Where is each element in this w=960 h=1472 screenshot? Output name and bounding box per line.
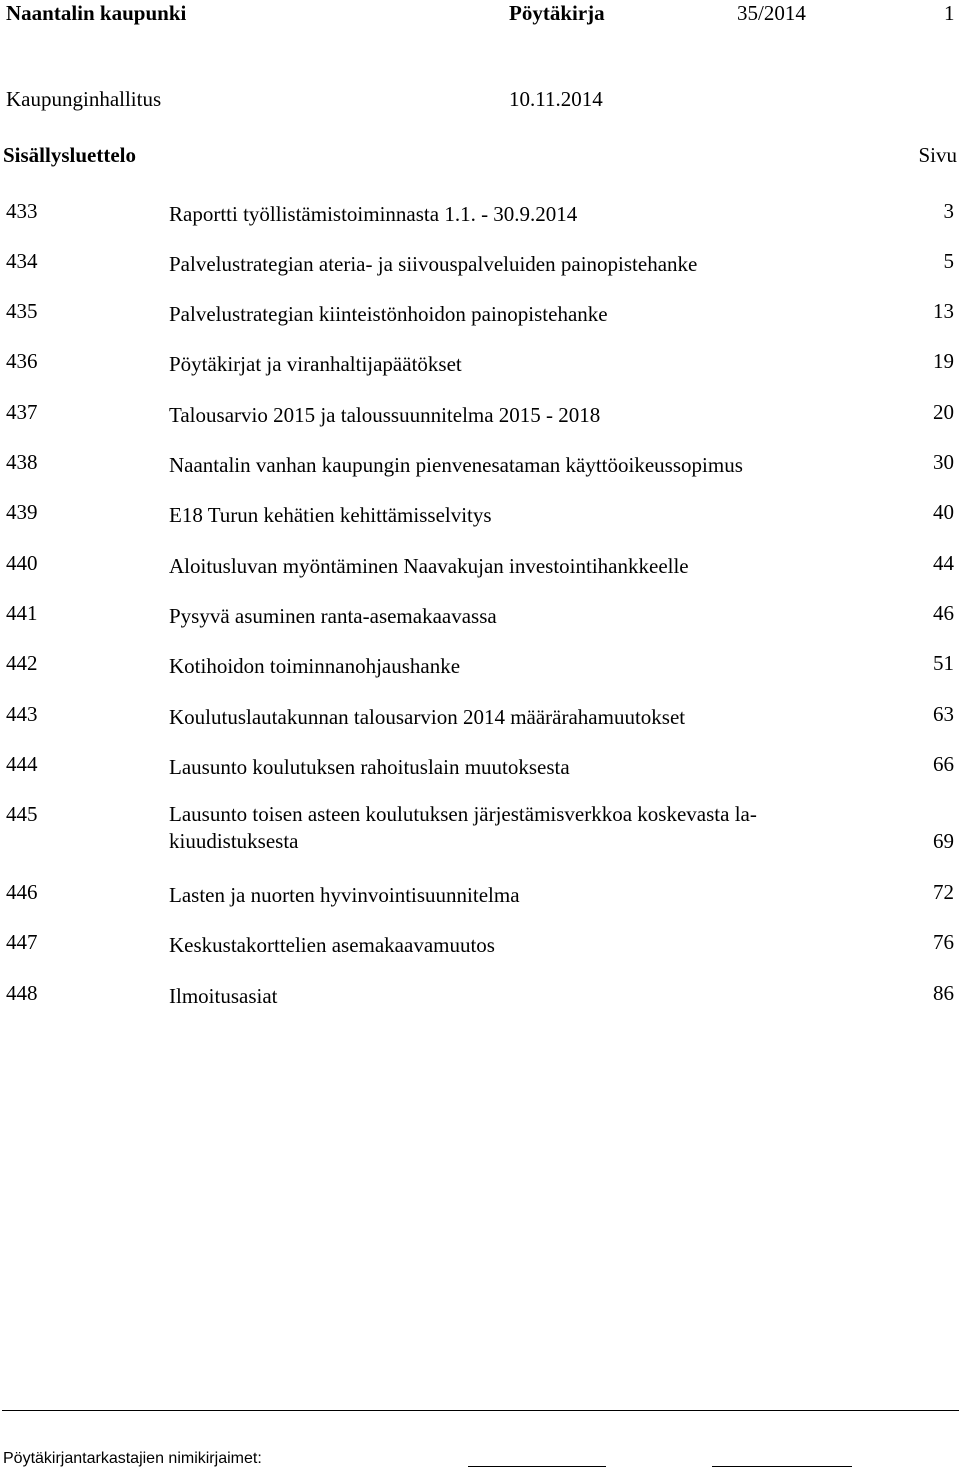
footer-divider xyxy=(2,1410,959,1411)
toc-entry-number: 444 xyxy=(6,752,38,776)
toc-entry-number: 448 xyxy=(6,981,38,1005)
document-type: Pöytäkirja xyxy=(509,1,605,25)
toc-entry-page: 66 xyxy=(933,752,954,776)
toc-entry-number: 447 xyxy=(6,930,38,954)
toc-entry-title: Koulutuslautakunnan talousarvion 2014 määrärahamuutokset xyxy=(169,705,686,729)
toc-entry-number: 436 xyxy=(6,349,38,373)
toc-entry-page: 51 xyxy=(933,651,954,675)
toc-entry-page: 20 xyxy=(933,400,954,424)
toc-entry-page: 3 xyxy=(943,199,954,223)
toc-entry-number: 438 xyxy=(6,450,38,474)
toc-entry-number: 441 xyxy=(6,601,38,625)
toc-title: Sisällysluettelo xyxy=(3,143,137,167)
toc-entry-title: Naantalin vanhan kaupungin pienvenesataman käyttöoikeussopimus xyxy=(169,453,743,477)
toc-entry-number: 439 xyxy=(6,500,38,524)
toc-entry-title: Ilmoitusasiat xyxy=(169,984,278,1008)
organization-name: Naantalin kaupunki xyxy=(6,1,187,25)
toc-entry-number: 446 xyxy=(6,880,38,904)
signature-label: Pöytäkirjantarkastajien nimikirjaimet: xyxy=(3,1450,262,1467)
toc-entry-page: 72 xyxy=(933,880,954,904)
toc-entry-title: Palvelustrategian ateria- ja siivouspalveluiden painopistehanke xyxy=(169,252,698,276)
signature-line xyxy=(712,1466,852,1467)
toc-entry-title: Palvelustrategian kiinteistönhoidon painopistehanke xyxy=(169,302,608,326)
toc-entry-number: 433 xyxy=(6,199,38,223)
toc-entry-title: Talousarvio 2015 ja taloussuunnitelma 2015 - 2018 xyxy=(169,403,601,427)
toc-entry-page: 86 xyxy=(933,981,954,1005)
signature-line xyxy=(468,1466,606,1467)
toc-entry-number: 445 xyxy=(6,802,38,826)
toc-entry-page: 44 xyxy=(933,551,954,575)
toc-entry-title: Pysyvä asuminen ranta-asemakaavassa xyxy=(169,604,497,628)
meeting-date: 10.11.2014 xyxy=(509,87,603,111)
body-name: Kaupunginhallitus xyxy=(6,87,162,111)
toc-entry-number: 440 xyxy=(6,551,38,575)
toc-entry-page: 63 xyxy=(933,702,954,726)
toc-entry-title: Lausunto toisen asteen koulutuksen järjestämisverkkoa koskevasta la- kiuudistuksesta xyxy=(169,802,757,853)
toc-entry-title: Lasten ja nuorten hyvinvointisuunnitelma xyxy=(169,883,520,907)
toc-entry-number: 443 xyxy=(6,702,38,726)
meeting-number: 35/2014 xyxy=(737,1,806,25)
toc-entry-title: Kotihoidon toiminnanohjaushanke xyxy=(169,654,461,678)
toc-entry-title: Aloitusluvan myöntäminen Naavakujan investointihankkeelle xyxy=(169,554,689,578)
toc-entry-page: 76 xyxy=(933,930,954,954)
toc-entry-title: Raportti työllistämistoiminnasta 1.1. - 30.9.2014 xyxy=(169,202,578,226)
page-number: 1 xyxy=(944,1,955,25)
toc-entry-number: 437 xyxy=(6,400,38,424)
toc-page-heading: Sivu xyxy=(918,143,957,167)
toc-entry-title: Lausunto koulutuksen rahoituslain muutoksesta xyxy=(169,755,570,779)
toc-entry-number: 435 xyxy=(6,299,38,323)
toc-entry-title: E18 Turun kehätien kehittämisselvitys xyxy=(169,503,492,527)
toc-entry-page: 30 xyxy=(933,450,954,474)
toc-entry-title: Keskustakorttelien asemakaavamuutos xyxy=(169,933,495,957)
toc-entry-title: Pöytäkirjat ja viranhaltijapäätökset xyxy=(169,352,462,376)
toc-entry-page: 40 xyxy=(933,500,954,524)
toc-entry-page: 19 xyxy=(933,349,954,373)
toc-entry-page: 46 xyxy=(933,601,954,625)
toc-entry-page: 5 xyxy=(943,249,954,273)
toc-entry-number: 434 xyxy=(6,249,38,273)
toc-entry-page: 13 xyxy=(933,299,954,323)
toc-entry-page: 69 xyxy=(933,829,954,853)
toc-entry-number: 442 xyxy=(6,651,38,675)
